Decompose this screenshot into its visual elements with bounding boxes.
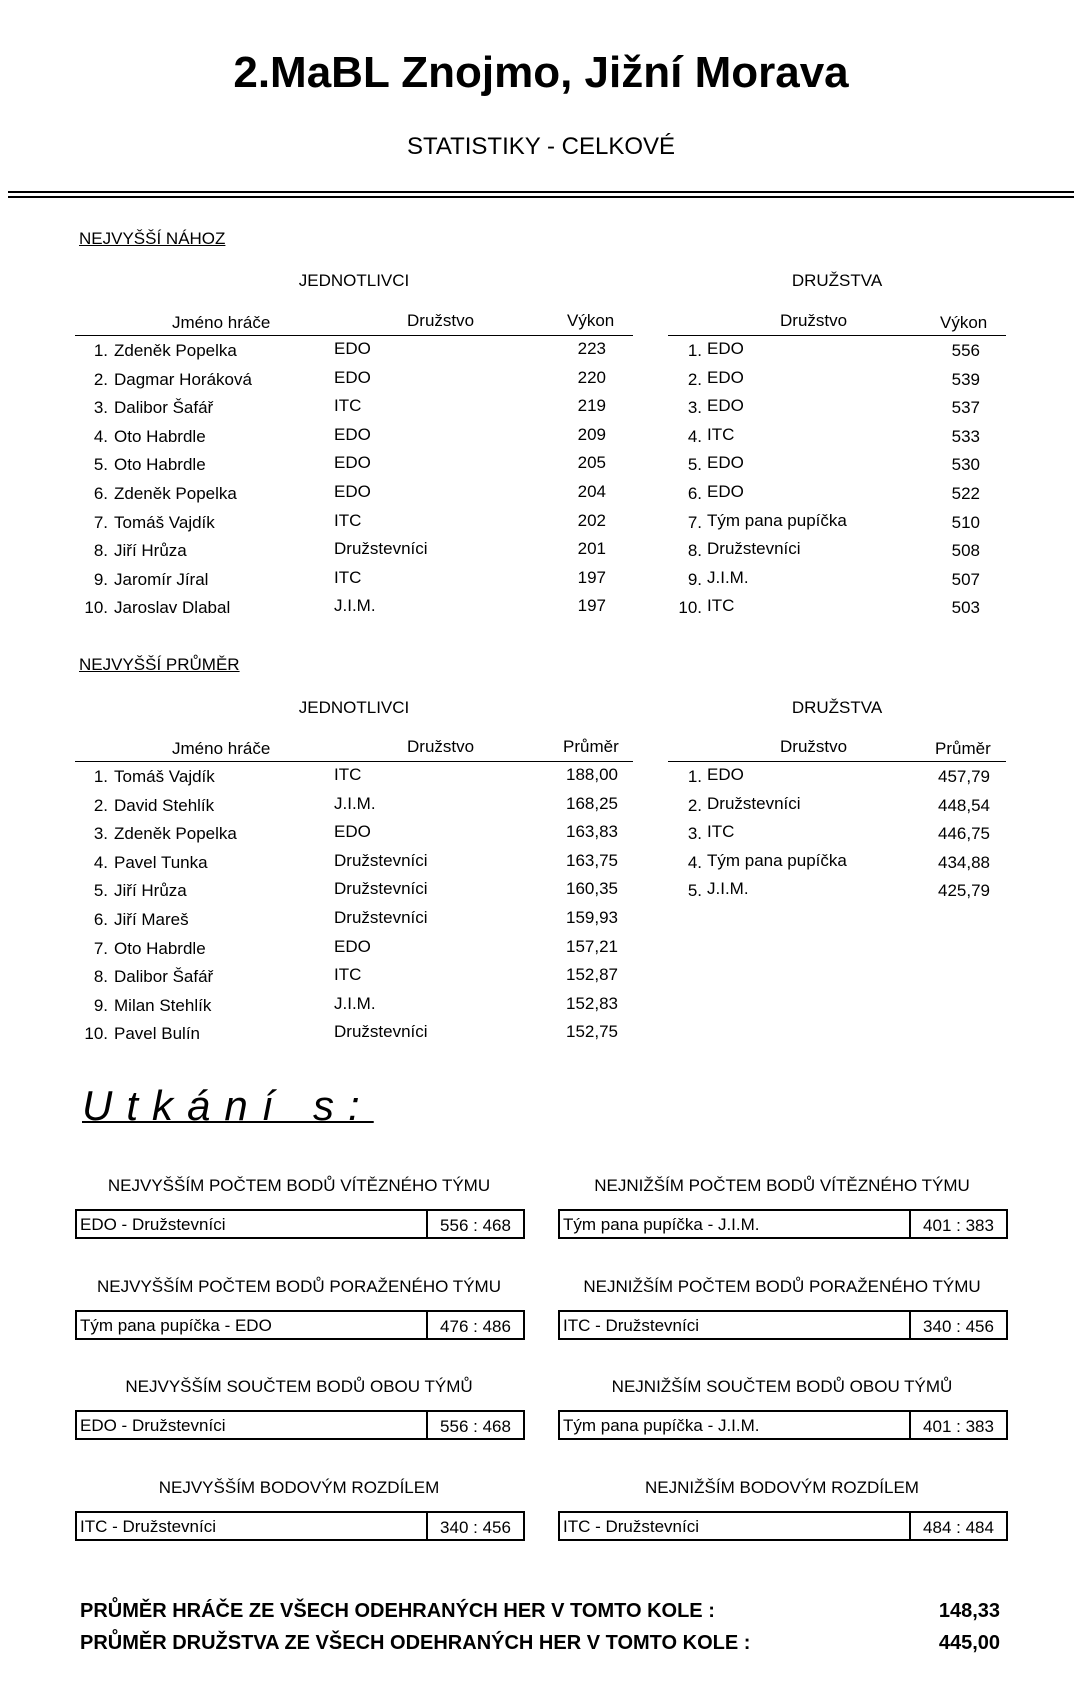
row-team: Družstevníci bbox=[334, 539, 428, 559]
row-rank: 9. bbox=[93, 995, 108, 1015]
row-team: EDO bbox=[334, 453, 371, 473]
row-team: ITC bbox=[707, 596, 735, 616]
match-record-box bbox=[75, 1511, 525, 1541]
row-rank: 5. bbox=[687, 455, 702, 475]
match-record-box bbox=[558, 1209, 1008, 1239]
group-title-individuals: JEDNOTLIVCI bbox=[298, 271, 410, 290]
row-player-name: Zdeněk Popelka bbox=[114, 824, 237, 844]
row-rank: 8. bbox=[93, 541, 108, 561]
row-value: 457,79 bbox=[938, 767, 990, 786]
row-value: 159,93 bbox=[566, 908, 618, 927]
col-header-team: Družstvo bbox=[407, 311, 475, 330]
row-value: 152,83 bbox=[566, 993, 618, 1013]
row-rank: 10. bbox=[84, 598, 108, 618]
match-record-box bbox=[558, 1410, 1008, 1440]
match-record-label: NEJVYŠŠÍM SOUČTEM BODŮ OBOU TÝMŮ bbox=[125, 1377, 473, 1396]
row-player-name: Dalibor Šafář bbox=[114, 398, 214, 418]
row-rank: 5. bbox=[687, 881, 702, 901]
row-value: 204 bbox=[577, 482, 606, 501]
row-rank: 6. bbox=[93, 484, 108, 503]
match-record-label: NEJVYŠŠÍM POČTEM BODŮ VÍTĚZNÉHO TÝMU bbox=[107, 1176, 491, 1195]
row-team: EDO bbox=[707, 482, 744, 501]
row-rank: 4. bbox=[93, 426, 108, 446]
row-player-name: Oto Habrdle bbox=[114, 455, 206, 475]
row-team: J.I.M. bbox=[334, 596, 376, 616]
row-team: ITC bbox=[334, 510, 362, 530]
row-value: 503 bbox=[951, 598, 980, 618]
group-title-individuals: JEDNOTLIVCI bbox=[298, 698, 410, 717]
row-value: 201 bbox=[577, 539, 606, 559]
header-divider-top bbox=[8, 191, 1074, 193]
match-record-label: NEJVYŠŠÍM BODOVÝM ROZDÍLEM bbox=[158, 1477, 440, 1497]
group-title-teams: DRUŽSTVA bbox=[791, 698, 883, 717]
col-header-player: Jméno hráče bbox=[172, 739, 271, 758]
row-team: ITC bbox=[707, 424, 735, 444]
row-player-name: Jiří Mareš bbox=[114, 910, 189, 929]
row-value: 556 bbox=[951, 341, 980, 360]
summary-label-player-average: PRŮMĚR HRÁČE ZE VŠECH ODEHRANÝCH HER V TOMTO KOLE : bbox=[80, 1600, 715, 1622]
row-rank: 8. bbox=[687, 541, 702, 561]
table-header-rule bbox=[75, 761, 633, 762]
row-player-name: Oto Habrdle bbox=[114, 938, 206, 958]
row-player-name: Tomáš Vajdík bbox=[114, 767, 215, 786]
row-team: J.I.M. bbox=[707, 879, 749, 899]
row-team: Tým pana pupíčka bbox=[707, 510, 847, 530]
row-value: 533 bbox=[951, 426, 980, 446]
row-team: EDO bbox=[707, 453, 744, 473]
row-value: 163,83 bbox=[566, 822, 618, 842]
row-value: 434,88 bbox=[938, 852, 990, 872]
row-rank: 2. bbox=[93, 795, 108, 815]
summary-label-team-average: PRŮMĚR DRUŽSTVA ZE VŠECH ODEHRANÝCH HER V TOMTO KOLE : bbox=[80, 1632, 751, 1654]
row-rank: 1. bbox=[687, 341, 702, 360]
row-rank: 3. bbox=[93, 824, 108, 844]
row-team: Družstevníci bbox=[334, 850, 428, 870]
row-value: 152,87 bbox=[566, 965, 618, 985]
match-score: 401 : 383 bbox=[923, 1216, 994, 1235]
col-header-team: Družstvo bbox=[780, 311, 848, 330]
row-rank: 7. bbox=[93, 938, 108, 958]
row-value: 446,75 bbox=[938, 824, 990, 844]
row-player-name: Milan Stehlík bbox=[114, 995, 212, 1015]
row-team: EDO bbox=[334, 936, 371, 956]
row-rank: 8. bbox=[93, 967, 108, 987]
row-team: EDO bbox=[334, 424, 371, 444]
match-teams: Tým pana pupíčka - J.I.M. bbox=[563, 1215, 760, 1234]
section-title-highest-average: NEJVYŠŠÍ PRŮMĚR bbox=[79, 655, 240, 674]
summary-value-player-average: 148,33 bbox=[938, 1600, 1000, 1622]
row-rank: 3. bbox=[687, 824, 702, 844]
match-teams: ITC - Družstevníci bbox=[563, 1516, 700, 1536]
match-record-box bbox=[558, 1310, 1008, 1340]
row-team: EDO bbox=[707, 367, 744, 387]
match-score: 340 : 456 bbox=[923, 1316, 994, 1336]
row-team: Tým pana pupíčka bbox=[707, 850, 847, 870]
row-player-name: Pavel Tunka bbox=[114, 852, 208, 872]
row-value: 197 bbox=[577, 596, 606, 616]
row-rank: 2. bbox=[687, 369, 702, 389]
row-team: EDO bbox=[707, 339, 744, 358]
row-team: EDO bbox=[334, 822, 371, 842]
col-header-team: Družstvo bbox=[407, 737, 475, 756]
row-rank: 3. bbox=[93, 398, 108, 418]
row-team: ITC bbox=[334, 396, 362, 416]
row-value: 537 bbox=[951, 398, 980, 418]
row-player-name: Zdeněk Popelka bbox=[114, 484, 237, 503]
row-team: J.I.M. bbox=[707, 567, 749, 587]
row-player-name: Tomáš Vajdík bbox=[114, 512, 215, 532]
row-rank: 1. bbox=[93, 767, 108, 786]
row-player-name: Jiří Hrůza bbox=[114, 541, 187, 561]
row-value: 530 bbox=[951, 455, 980, 475]
row-team: EDO bbox=[707, 396, 744, 416]
row-rank: 4. bbox=[93, 852, 108, 872]
col-header-value: Výkon bbox=[940, 313, 988, 332]
row-value: 219 bbox=[577, 396, 606, 416]
row-rank: 1. bbox=[687, 767, 702, 786]
match-teams: EDO - Družstevníci bbox=[80, 1416, 226, 1435]
match-teams: Tým pana pupíčka - EDO bbox=[80, 1315, 272, 1335]
row-rank: 4. bbox=[687, 852, 702, 872]
match-teams: ITC - Družstevníci bbox=[563, 1315, 700, 1335]
row-value: 152,75 bbox=[566, 1022, 618, 1042]
row-player-name: Pavel Bulín bbox=[114, 1024, 200, 1044]
match-record-box bbox=[75, 1310, 525, 1340]
row-player-name: Jaromír Jíral bbox=[114, 569, 209, 589]
match-score: 340 : 456 bbox=[440, 1517, 511, 1537]
row-player-name: David Stehlík bbox=[114, 795, 215, 815]
table-header-rule bbox=[668, 761, 1006, 762]
row-value: 197 bbox=[577, 567, 606, 587]
row-value: 205 bbox=[577, 453, 606, 473]
match-record-label: NEJNIŽŠÍM BODOVÝM ROZDÍLEM bbox=[645, 1477, 919, 1497]
col-header-player: Jméno hráče bbox=[172, 313, 271, 332]
match-record-box bbox=[75, 1410, 525, 1440]
row-value: 507 bbox=[951, 569, 980, 589]
row-team: Družstevníci bbox=[334, 908, 428, 927]
col-header-team: Družstvo bbox=[780, 737, 848, 756]
row-value: 163,75 bbox=[566, 850, 618, 870]
row-value: 202 bbox=[577, 510, 606, 530]
table-header-rule bbox=[668, 335, 1006, 336]
summary-value-team-average: 445,00 bbox=[938, 1632, 1000, 1654]
row-value: 188,00 bbox=[566, 765, 618, 784]
row-rank: 2. bbox=[687, 795, 702, 815]
row-rank: 1. bbox=[93, 341, 108, 360]
row-team: ITC bbox=[334, 765, 362, 784]
row-team: J.I.M. bbox=[334, 793, 376, 813]
row-player-name: Dalibor Šafář bbox=[114, 967, 214, 987]
row-value: 522 bbox=[951, 484, 980, 503]
row-team: EDO bbox=[334, 339, 371, 358]
row-team: EDO bbox=[707, 765, 744, 784]
row-rank: 6. bbox=[687, 484, 702, 503]
row-team: Družstevníci bbox=[334, 879, 428, 899]
row-team: ITC bbox=[707, 822, 735, 842]
col-header-value: Průměr bbox=[563, 737, 619, 756]
row-team: EDO bbox=[334, 482, 371, 501]
row-value: 448,54 bbox=[938, 795, 990, 815]
match-teams: EDO - Družstevníci bbox=[80, 1215, 226, 1234]
row-player-name: Dagmar Horáková bbox=[114, 369, 252, 389]
row-value: 510 bbox=[951, 512, 980, 532]
row-value: 160,35 bbox=[566, 879, 618, 899]
row-team: ITC bbox=[334, 965, 362, 985]
row-rank: 7. bbox=[687, 512, 702, 532]
match-score: 556 : 468 bbox=[440, 1216, 511, 1235]
row-value: 425,79 bbox=[938, 881, 990, 901]
row-team: EDO bbox=[334, 367, 371, 387]
row-value: 508 bbox=[951, 541, 980, 561]
row-player-name: Jiří Hrůza bbox=[114, 881, 187, 901]
table-header-rule bbox=[75, 335, 633, 336]
row-team: Družstevníci bbox=[707, 539, 801, 559]
row-player-name: Zdeněk Popelka bbox=[114, 341, 237, 360]
row-rank: 6. bbox=[93, 910, 108, 929]
row-team: Družstevníci bbox=[334, 1022, 428, 1042]
row-value: 220 bbox=[577, 367, 606, 387]
matches-heading: Utkání s: bbox=[82, 1082, 374, 1129]
match-record-label: NEJNIŽŠÍM POČTEM BODŮ VÍTĚZNÉHO TÝMU bbox=[594, 1176, 970, 1195]
match-record-label: NEJNIŽŠÍM SOUČTEM BODŮ OBOU TÝMŮ bbox=[611, 1377, 953, 1396]
match-score: 484 : 484 bbox=[923, 1517, 994, 1537]
section-title-highest-throw: NEJVYŠŠÍ NÁHOZ bbox=[79, 229, 226, 248]
row-rank: 4. bbox=[687, 426, 702, 446]
row-team: J.I.M. bbox=[334, 993, 376, 1013]
row-value: 168,25 bbox=[566, 793, 618, 813]
match-score: 401 : 383 bbox=[923, 1417, 994, 1436]
match-score: 476 : 486 bbox=[440, 1316, 511, 1336]
row-team: Družstevníci bbox=[707, 793, 801, 813]
row-value: 209 bbox=[577, 424, 606, 444]
row-rank: 9. bbox=[93, 569, 108, 589]
match-record-box bbox=[75, 1209, 525, 1239]
row-player-name: Oto Habrdle bbox=[114, 426, 206, 446]
row-player-name: Jaroslav Dlabal bbox=[114, 598, 231, 618]
group-title-teams: DRUŽSTVA bbox=[791, 271, 883, 290]
row-rank: 3. bbox=[687, 398, 702, 418]
match-teams: ITC - Družstevníci bbox=[80, 1516, 217, 1536]
col-header-value: Výkon bbox=[567, 311, 615, 330]
row-rank: 5. bbox=[93, 881, 108, 901]
match-record-label: NEJVYŠŠÍM POČTEM BODŮ PORAŽENÉHO TÝMU bbox=[97, 1276, 501, 1296]
match-teams: Tým pana pupíčka - J.I.M. bbox=[563, 1416, 760, 1435]
row-rank: 7. bbox=[93, 512, 108, 532]
row-value: 223 bbox=[577, 339, 606, 358]
page-subtitle: STATISTIKY - CELKOVÉ bbox=[406, 133, 676, 160]
match-record-label: NEJNIŽŠÍM POČTEM BODŮ PORAŽENÉHO TÝMU bbox=[583, 1276, 981, 1296]
header-divider-bottom bbox=[8, 196, 1074, 198]
row-rank: 9. bbox=[687, 569, 702, 589]
row-value: 157,21 bbox=[566, 936, 618, 956]
row-rank: 5. bbox=[93, 455, 108, 475]
row-value: 539 bbox=[951, 369, 980, 389]
row-rank: 2. bbox=[93, 369, 108, 389]
match-record-box bbox=[558, 1511, 1008, 1541]
match-score: 556 : 468 bbox=[440, 1417, 511, 1436]
row-rank: 10. bbox=[678, 598, 702, 618]
row-rank: 10. bbox=[84, 1024, 108, 1044]
page-title: 2.MaBL Znojmo, Jižní Morava bbox=[233, 48, 849, 97]
col-header-value: Průměr bbox=[935, 739, 991, 758]
row-team: ITC bbox=[334, 567, 362, 587]
